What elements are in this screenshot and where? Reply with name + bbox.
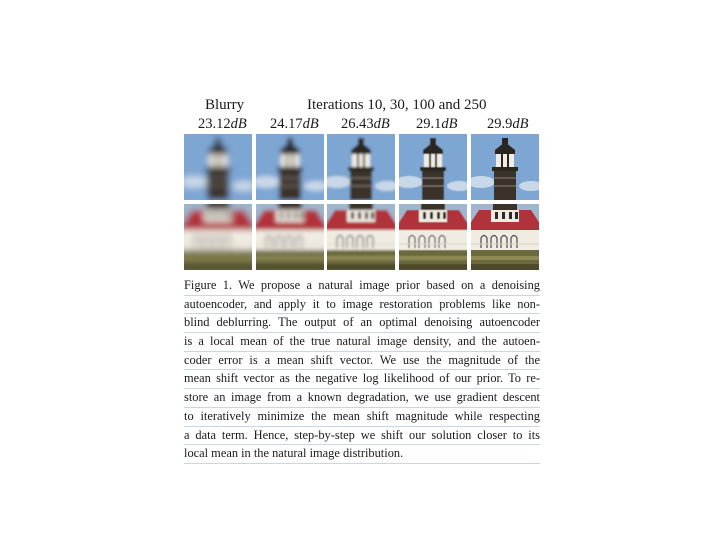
iterations-label: Iterations 10, 30, 100 and 250 [307, 97, 487, 113]
caption-line: blind deblurring. The output of an optimal denoising autoencoder [184, 314, 540, 333]
figure-caption [184, 277, 540, 464]
psnr-label: 26.43dB [341, 116, 390, 132]
image-grid [184, 134, 540, 270]
lighthouse-tower-image [256, 134, 324, 200]
blurry-label: Blurry [205, 97, 245, 113]
caption-line: a data term. Hence, step-by-step we shift our solution closer to its [184, 427, 540, 446]
psnr-label: 23.12dB [198, 116, 247, 132]
lighthouse-tower-image [399, 134, 467, 200]
lighthouse-house-image [471, 204, 539, 270]
lighthouse-tower-image [327, 134, 395, 200]
caption-line: autoencoder, and apply it to image restoration problems like non- [184, 296, 540, 315]
psnr-label: 29.9dB [487, 116, 529, 132]
caption-line: mean shift vector as the negative log likelihood of our prior. To re- [184, 370, 540, 389]
psnr-label: 24.17dB [270, 116, 319, 132]
caption-line: local mean in the natural image distribution. [184, 445, 540, 464]
caption-line: store an image from a known degradation, we use gradient descent [184, 389, 540, 408]
caption-line: coder error is a mean shift vector. We use the magnitude of the [184, 352, 540, 371]
lighthouse-tower-image [184, 134, 252, 200]
caption-line: is a local mean of the true natural image density, and the autoen- [184, 333, 540, 352]
figure-header [184, 96, 540, 136]
caption-line: to iteratively minimize the mean shift magnitude while respecting [184, 408, 540, 427]
lighthouse-house-image [184, 204, 252, 270]
lighthouse-house-image [399, 204, 467, 270]
lighthouse-house-image [327, 204, 395, 270]
caption-line: Figure 1. We propose a natural image prior based on a denoising [184, 277, 540, 296]
figure [184, 96, 540, 461]
psnr-label: 29.1dB [416, 116, 458, 132]
lighthouse-house-image [256, 204, 324, 270]
lighthouse-tower-image [471, 134, 539, 200]
